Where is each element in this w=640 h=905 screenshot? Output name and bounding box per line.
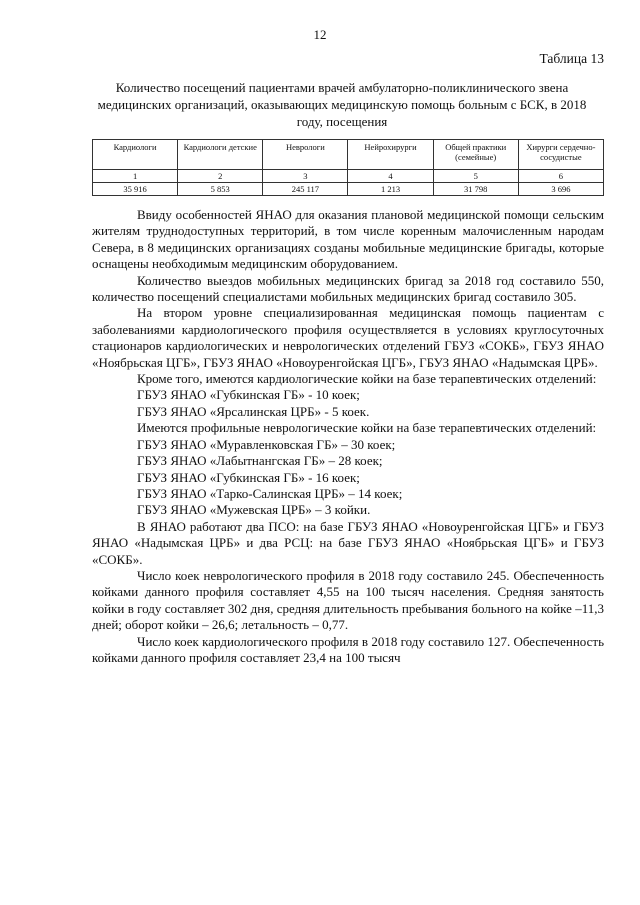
list-item: ГБУЗ ЯНАО «Муравленковская ГБ» – 30 коек;: [137, 436, 396, 452]
table-label: Таблица 13: [539, 51, 604, 66]
header-cell: Кардиологи детские: [178, 140, 263, 170]
visits-table: [92, 139, 604, 196]
paragraph: Ввиду особенностей ЯНАО для оказания плановой медицинской помощи сельским жителям труднодоступных территорий, в том числе коренным малочисленным народам Севера, в 8 медицинских организациях созданы мобильные медицинские бригады, которые оснащены необходимым медицинским оборудованием.: [92, 207, 604, 272]
value-cell: 1 213: [348, 183, 433, 196]
value-cell: 35 916: [93, 183, 178, 196]
header-cell: Неврологи: [263, 140, 348, 170]
value-cell: 245 117: [263, 183, 348, 196]
list-item: ГБУЗ ЯНАО «Лабытнангская ГБ» – 28 коек;: [137, 453, 383, 469]
number-cell: 6: [518, 170, 603, 183]
list-item: ГБУЗ ЯНАО «Губкинская ГБ» - 16 коек;: [137, 469, 360, 485]
table-header-row: [93, 140, 604, 170]
list-item: ГБУЗ ЯНАО «Тарко-Салинская ЦРБ» – 14 коек;: [137, 485, 403, 501]
header-cell: Общей практики (семейные): [433, 140, 518, 170]
table-number-row: [93, 170, 604, 183]
body-text: [92, 207, 604, 666]
number-cell: 5: [433, 170, 518, 183]
list-item: ГБУЗ ЯНАО «Ярсалинская ЦРБ» - 5 коек.: [137, 403, 370, 419]
paragraph: В ЯНАО работают два ПСО: на базе ГБУЗ ЯНАО «Новоуренгойская ЦГБ» и ГБУЗ ЯНАО «Надымская ЦРБ» и два РСЦ: на базе ГБУЗ ЯНАО «Ноябрьская ЦГБ» и ГБУЗ «СОКБ».: [92, 518, 604, 567]
paragraph: Имеются профильные неврологические койки на базе терапевтических отделений:: [137, 420, 597, 436]
number-cell: 2: [178, 170, 263, 183]
number-cell: 3: [263, 170, 348, 183]
value-cell: 3 696: [518, 183, 603, 196]
paragraph: Число коек кардиологического профиля в 2018 году составило 127. Обеспеченность койками данного профиля составляет 23,4 на 100 тысяч: [92, 633, 604, 665]
paragraph: Число коек неврологического профиля в 2018 году составило 245. Обеспеченность койками данного профиля составляет 4,55 на 100 тысяч населения. Средняя занятость койки в году составляет 302 дня, средняя длительность пребывания больного на койке –11,3 дней; оборот койки – 26,6; летальность – 0,77.: [92, 567, 604, 633]
list-item: ГБУЗ ЯНАО «Губкинская ГБ» - 10 коек;: [137, 387, 360, 403]
number-cell: 1: [93, 170, 178, 183]
paragraph: Кроме того, имеются кардиологические койки на базе терапевтических отделений:: [137, 371, 597, 387]
number-cell: 4: [348, 170, 433, 183]
value-cell: 31 798: [433, 183, 518, 196]
header-cell: Кардиологи: [93, 140, 178, 170]
header-cell: Нейрохирурги: [348, 140, 433, 170]
value-cell: 5 853: [178, 183, 263, 196]
table-value-row: [93, 183, 604, 196]
paragraph: Количество выездов мобильных медицинских бригад за 2018 год составило 550, количество посещений специалистами мобильных медицинских бригад составило 305.: [92, 272, 604, 305]
paragraph: На втором уровне специализированная медицинская помощь пациентам с заболеваниями кардиологического профиля осуществляется в условиях круглосуточных стационаров кардиологических и неврологических отделений ГБУЗ «СОКБ», ГБУЗ ЯНАО «Ноябрьская ЦГБ», ГБУЗ ЯНАО «Новоуренгойская ЦГБ», ГБУЗ ЯНАО «Надымская ЦРБ».: [92, 305, 604, 370]
list-item: ГБУЗ ЯНАО «Мужевская ЦРБ» – 3 койки.: [137, 502, 371, 518]
page-number: 12: [313, 27, 327, 42]
table-caption: Количество посещений пациентами врачей амбулаторно-поликлинического звена медицинских организаций, оказывающих медицинскую помощь больным с БСК, в 2018 году, посещения: [97, 80, 587, 129]
header-cell: Хирурги сердечно-сосудистые: [518, 140, 603, 170]
